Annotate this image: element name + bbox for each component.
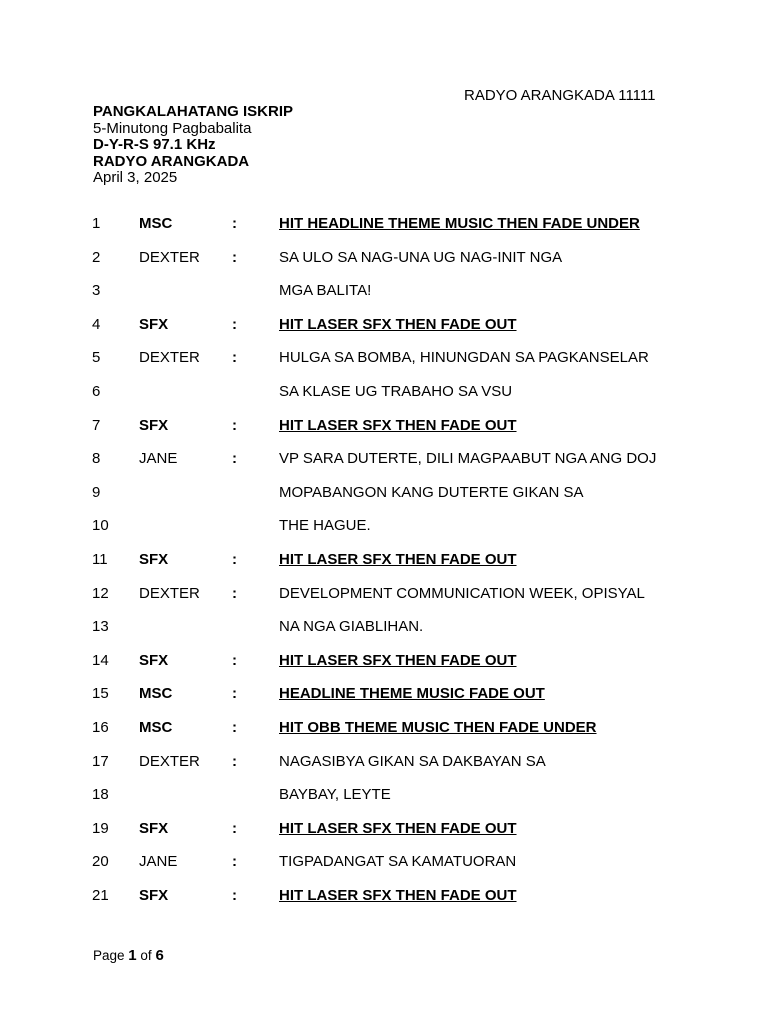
line-number: 15 — [92, 685, 109, 703]
dialogue-text: DEVELOPMENT COMMUNICATION WEEK, OPISYAL — [279, 584, 645, 602]
line-number: 20 — [92, 853, 109, 871]
document-subtitle: 5-Minutong Pagbabalita — [93, 119, 252, 137]
line-number: 14 — [92, 651, 109, 669]
dialogue-text: HULGA SA BOMBA, HINUNGDAN SA PAGKANSELAR — [279, 349, 649, 367]
script-row — [0, 207, 768, 241]
script-row — [0, 778, 768, 812]
speaker-colon: : — [232, 215, 237, 232]
station-frequency: D-Y-R-S 97.1 KHz — [93, 136, 216, 153]
line-number: 17 — [92, 752, 109, 770]
page-footer — [93, 947, 164, 964]
script-row — [0, 442, 768, 476]
script-header — [93, 104, 293, 187]
page-current: 1 — [128, 947, 137, 964]
speaker-label: MSC — [139, 718, 173, 736]
station-code: RADYO ARANGKADA 11111 — [464, 87, 656, 104]
script-row — [0, 644, 768, 678]
speaker-label: SFX — [139, 416, 169, 434]
speaker-label: DEXTER — [139, 584, 200, 602]
script-row — [0, 409, 768, 443]
script-row — [0, 375, 768, 409]
dialogue-text: SA KLASE UG TRABAHO SA VSU — [279, 382, 513, 400]
line-number: 1 — [92, 215, 101, 232]
dialogue-text: NAGASIBYA GIKAN SA DAKBAYAN SA — [279, 752, 546, 770]
program-name: RADYO ARANGKADA — [93, 152, 250, 170]
speaker-label: SFX — [139, 886, 169, 904]
script-row — [0, 845, 768, 879]
script-row — [0, 879, 768, 913]
speaker-colon: : — [232, 752, 237, 770]
line-number: 9 — [92, 483, 101, 501]
script-row — [0, 677, 768, 711]
line-number: 16 — [92, 718, 109, 736]
line-number: 21 — [92, 886, 109, 904]
line-number: 2 — [92, 248, 101, 266]
cue-text: HEADLINE THEME MUSIC FADE OUT — [279, 685, 545, 703]
cue-text: HIT LASER SFX THEN FADE OUT — [279, 819, 517, 837]
speaker-colon: : — [232, 584, 237, 602]
speaker-colon: : — [232, 315, 237, 333]
speaker-label: DEXTER — [139, 248, 200, 266]
line-number: 11 — [92, 550, 108, 568]
page-word: Page — [93, 948, 125, 963]
script-row — [0, 543, 768, 577]
script-row — [0, 241, 768, 275]
script-row — [0, 341, 768, 375]
speaker-colon: : — [232, 685, 237, 703]
line-number: 5 — [92, 349, 101, 367]
page-total: 6 — [155, 947, 164, 964]
cue-text: HIT LASER SFX THEN FADE OUT — [279, 315, 517, 333]
speaker-colon: : — [232, 819, 237, 837]
cue-text: HIT HEADLINE THEME MUSIC THEN FADE UNDER — [279, 215, 640, 232]
dialogue-text: MOPABANGON KANG DUTERTE GIKAN SA — [279, 483, 584, 501]
speaker-label: JANE — [139, 450, 178, 468]
speaker-colon: : — [232, 416, 237, 434]
cue-text: HIT LASER SFX THEN FADE OUT — [279, 416, 517, 434]
speaker-colon: : — [232, 651, 237, 669]
speaker-colon: : — [232, 550, 237, 568]
dialogue-text: TIGPADANGAT SA KAMATUORAN — [279, 853, 517, 871]
line-number: 10 — [92, 517, 109, 535]
script-row — [0, 577, 768, 611]
line-number: 13 — [92, 618, 109, 636]
speaker-label: DEXTER — [139, 349, 200, 367]
speaker-label: MSC — [139, 215, 173, 232]
line-number: 4 — [92, 315, 101, 333]
speaker-label: SFX — [139, 651, 169, 669]
cue-text: HIT OBB THEME MUSIC THEN FADE UNDER — [279, 718, 597, 736]
line-number: 18 — [92, 786, 109, 804]
script-row — [0, 711, 768, 745]
line-number: 7 — [92, 416, 101, 434]
dialogue-text: MGA BALITA! — [279, 282, 372, 300]
speaker-colon: : — [232, 349, 237, 367]
line-number: 6 — [92, 382, 101, 400]
of-word: of — [140, 948, 152, 963]
dialogue-text: THE HAGUE. — [279, 517, 371, 535]
script-row — [0, 745, 768, 779]
script-row — [0, 274, 768, 308]
cue-text: HIT LASER SFX THEN FADE OUT — [279, 886, 517, 904]
line-number: 19 — [92, 819, 109, 837]
script-date: April 3, 2025 — [93, 169, 178, 186]
script-row — [0, 509, 768, 543]
cue-text: HIT LASER SFX THEN FADE OUT — [279, 651, 517, 669]
speaker-colon: : — [232, 886, 237, 904]
speaker-colon: : — [232, 718, 237, 736]
document-title: PANGKALAHATANG ISKRIP — [93, 103, 293, 120]
speaker-label: SFX — [139, 315, 169, 333]
speaker-label: DEXTER — [139, 752, 200, 770]
speaker-colon: : — [232, 853, 237, 871]
dialogue-text: VP SARA DUTERTE, DILI MAGPAABUT NGA ANG DOJ — [279, 450, 657, 468]
line-number: 3 — [92, 282, 101, 300]
speaker-label: SFX — [139, 550, 169, 568]
line-number: 12 — [92, 584, 109, 602]
speaker-label: MSC — [139, 685, 173, 703]
dialogue-text: BAYBAY, LEYTE — [279, 786, 391, 804]
dialogue-text: SA ULO SA NAG-UNA UG NAG-INIT NGA — [279, 248, 563, 266]
script-row — [0, 610, 768, 644]
script-row — [0, 308, 768, 342]
line-number: 8 — [92, 450, 101, 468]
script-lines — [0, 207, 768, 912]
cue-text: HIT LASER SFX THEN FADE OUT — [279, 550, 517, 568]
script-row — [0, 812, 768, 846]
script-row — [0, 476, 768, 510]
speaker-label: SFX — [139, 819, 169, 837]
speaker-colon: : — [232, 450, 237, 468]
speaker-label: JANE — [139, 853, 178, 871]
dialogue-text: NA NGA GIABLIHAN. — [279, 618, 424, 636]
speaker-colon: : — [232, 248, 237, 266]
